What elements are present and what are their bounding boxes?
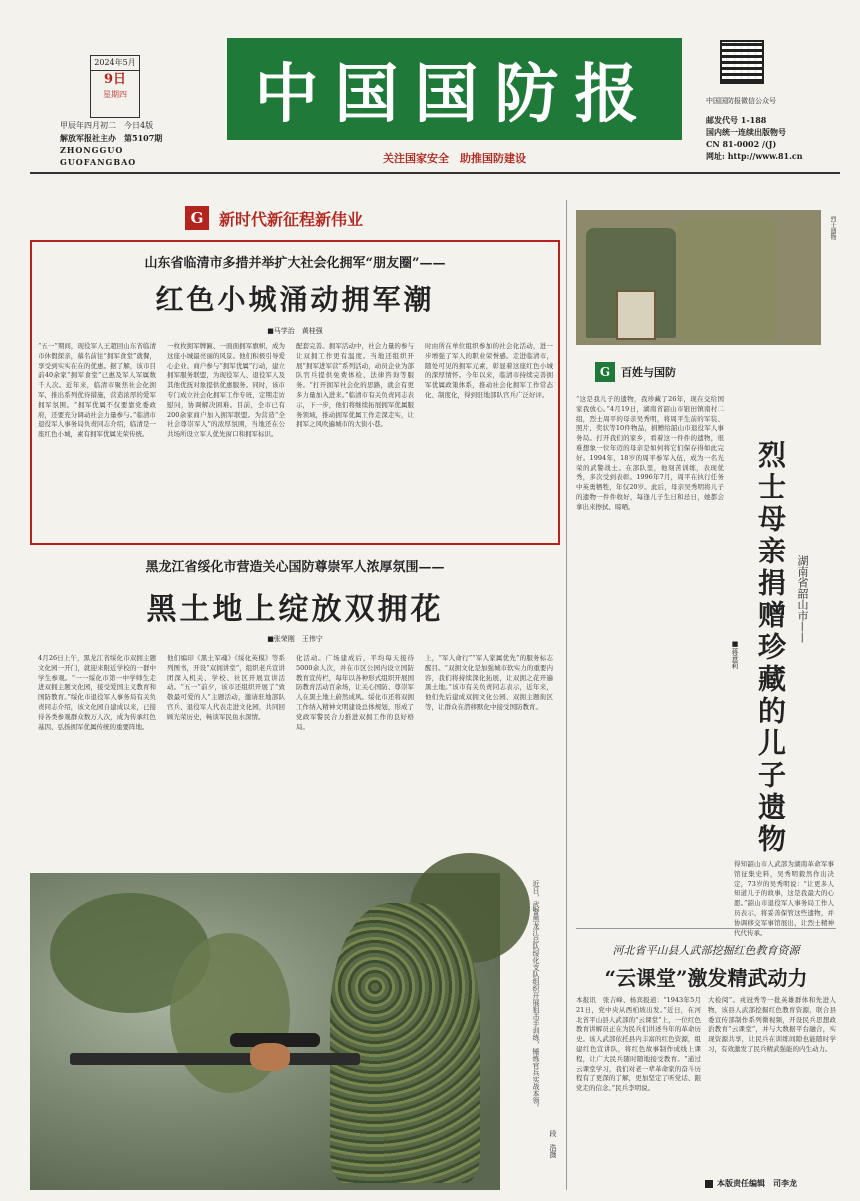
article3-col2: 大检阅”。戎冠秀等一批英雄群体和先进人物，该县人武部挖掘红色教育资源，联合县委宣传部制作系列微视频，开设民兵思想政治教育“云课堂”，并与大数据平台融合，实现资源共享，让民兵在训练间隙也能随时学习，有效激发了民兵精武强能的内生动力。: [708, 996, 836, 1053]
hand-shape: [250, 1043, 290, 1071]
rifle-shape: [70, 1053, 360, 1065]
article2-col3: 化活动。广场建成后，平均每天接待5000余人次，并在市区公园内设立国防教育宣传栏，每年以各种形式组织开展国防教育活动百余场，让关心国防、尊崇军人在黑土地上蔚然成风。绥化市还将双拥工作纳入精神文明建设总体规划，形成了党政军警民合力推进双拥工作的良好格局。: [296, 654, 414, 731]
soldier-ghillie-suit: [330, 903, 480, 1183]
article1-byline: ■马学治 黄桂强: [267, 327, 323, 335]
article-relics-subhead: 湖南省韶山市——: [796, 555, 809, 643]
masthead-left-info: [60, 120, 200, 168]
date-year-month: 2024年5月: [91, 56, 139, 71]
article3-headline: “云课堂”激发精武动力: [604, 966, 808, 990]
lunar-date: 甲辰年四月初二: [60, 121, 116, 130]
editor-text: 本版责任编辑 司李龙: [717, 1178, 797, 1188]
column-divider: [566, 200, 567, 1190]
website: 网址: http://www.81.cn: [706, 151, 803, 161]
cn-number-label: 国内统一连续出版物号: [706, 127, 786, 137]
sniper-training-photo: [30, 873, 500, 1190]
article1-col4: 时由所在单位组织参加的社会化活动，进一步增强了军人的职业荣誉感。走进临清市，随处可见的拥军元素，彰显着这座红色小城的深厚情怀。今年以来，临清市持续完善拥军优属政策体系，推动社会化拥军工作常态化、制度化，得到驻地部队官兵广泛好评。: [425, 342, 553, 399]
date-weekday: 星期四: [103, 90, 127, 99]
newspaper-logo: [227, 38, 682, 140]
slogan: 关注国家安全 助推国防建设: [383, 152, 526, 165]
relics-photo: [576, 210, 821, 345]
divider: [576, 928, 836, 929]
uniform-shape: [676, 220, 776, 340]
qr-code-icon: [720, 40, 764, 84]
section-label: 百姓与国防: [621, 366, 676, 379]
qr-caption: 中国国防报微信公众号: [706, 97, 776, 105]
article-relics-text2: 得知韶山市人武部为湖南革命军事馆征集史料，吴秀明毅然作出决定，73岁的吴秀明说：“让更多人知道儿子的故事，这是我最大的心愿。”韶山市退役军人事务局工作人员表示，将妥善保管这些遗物，并协调移交军事馆展出，让烈士精神代代传承。: [734, 860, 834, 937]
article2-headline: 黑土地上绽放双拥花: [146, 592, 444, 627]
section-badge: G: [185, 206, 209, 230]
page-count: 今日4版: [124, 121, 154, 130]
date-day: 9日: [103, 72, 127, 87]
section-banner: [185, 206, 420, 230]
article-relics-headline: 烈士母亲捐赠珍藏的儿子遗物: [754, 440, 787, 856]
article1-col2: 一枚枚拥军牌匾、一面面拥军旗帜，成为这座小城最亮丽的风景。他们积极引导爱心企业、商户参与“拥军优属”行动，建立拥军服务联盟，为现役军人、退役军人及其他优抚对象提供优惠服务。同时，该市专门成立社会化拥军工作专班，定期走访慰问，协调解决困难。目前，全市已有200余家商户加入拥军联盟。为营造“全社会尊崇军人”的浓厚氛围，当地还在公共场所设立军人优先窗口和拥军标识。: [167, 342, 285, 439]
editor-line: [705, 1178, 797, 1189]
section-banner-label: 新时代新征程新伟业: [219, 209, 364, 229]
article3-kicker: 河北省平山县人武部挖掘红色教育资源: [612, 944, 800, 957]
cn-number: CN 81-0002 /(J): [706, 139, 777, 149]
article2-col4: 上，“军人命行”“军人家属优先”的服务标志醒目。“双拥文化是加强城市软实力的重要内容，我们将持续深化拓展，让双拥之花开遍黑土地。”该市有关负责同志表示，近年来，他们先后建成双拥文化公园、双拥主题街区等，让群众在潜移默化中接受国防教育。: [425, 654, 553, 711]
pinyin-name: ZHONGGUO GUOFANGBAO: [60, 145, 137, 167]
logo-text: 中国国防报: [254, 57, 655, 132]
article1-col3: 配套完善。拥军活动中，社会力量的参与让双拥工作更有温度。当地还组织开展“拥军进军营”系列活动，动员企业为部队官兵提供免费体检、法律咨询等服务。“打开拥军社会化的思路，就会有更多力量加入进来。”临清市有关负责同志表示，下一步，他们将继续拓展拥军优属服务领域，推动拥军优属工作走深走实，让拥军之风吹遍城市的大街小巷。: [296, 342, 414, 429]
article-relics-text: “这是我儿子的遗物，我珍藏了26年，现在交给国家我放心。”4月19日，湖南省韶山市银田镇南村二组，烈士周平的母亲吴秀明，将周平生前的军装、照片、奖状等10件物品，捐赠给韶山市退役军人事务局。打开我们的家乡，看着这一件件的遗物，很难想象一位年迈的母亲是如何将它们保存得如此完好。1994年，18岁的周平参军入伍，成为一名光荣的武警战士。在部队里，他刻苦训练，表现优秀，多次受到表彰。1996年7月，周平在执行任务中英勇牺牲，年仅20岁。此后，母亲吴秀明将儿子的遗物一件件收好，每逢儿子生日和忌日，她都会拿出来擦拭、晾晒。: [576, 395, 724, 511]
portrait-frame-shape: [616, 290, 656, 340]
article1-kicker: 山东省临清市多措并举扩大社会化拥军“朋友圈”——: [144, 256, 446, 271]
photo-caption: 近日，武警黑龙江总队绥化支队组织开展狙击手训练，锤炼官兵实战本领。: [532, 880, 540, 1111]
article1-col1: “五一”期间，现役军人王超回山东省临清市休假探亲，慕名前往“拥军食堂”就餐，享受到实实在在的优惠。据了解，该市目前40余家“拥军食堂”已惠及军人军属数千人次。近年来，临清市聚焦社会化拥军，推出系列优待措施，营造浓厚的爱军拥军氛围。“拥军优属不仅要靠党委政府，还要充分调动社会力量参与。”临清市退役军人事务局负责同志介绍，临清是一座红色小城，素有拥军优属光荣传统。: [38, 342, 156, 439]
article2-byline: ■张荣刚 王伟宁: [267, 635, 323, 643]
section-baixing: [595, 362, 676, 382]
photo-credit: 段 浩摄: [549, 1130, 557, 1158]
relics-photo-caption: 烈士遗物: [829, 216, 836, 240]
masthead-right-info: [706, 96, 846, 163]
host: 解放军报社主办: [60, 133, 116, 143]
issue-number: 第5107期: [124, 133, 163, 143]
article1-headline: 红色小城涌动拥军潮: [155, 283, 435, 316]
article2-col1: 4月26日上午，黑龙江省绥化市双拥主题文化园一开门，就迎来附近学校的一群中学生参观。“一一绥化市第一中学师生走进双拥主题文化园，接受爱国主义教育和国防教育。”绥化市退役军人事务局有关负责同志介绍，该文化园自建成以来，已接待各类参观群众数万人次，成为传承红色基因、弘扬拥军优属传统的重要阵地。: [38, 654, 156, 731]
section-badge: G: [595, 362, 615, 382]
article2-col2: 他们编印《黑土军魂》《绥化英模》等系列图书，开设“双拥讲堂”，组织老兵宣讲团深入机关、学校、社区开展宣讲活动。“五一”前夕，该市还组织开展了“致敬最可爱的人”主题活动，邀请驻地部队官兵、退役军人代表走进文化园，共同回顾光荣历史，畅谈军民鱼水深情。: [167, 654, 285, 721]
postal-code: 邮发代号 1-188: [706, 115, 767, 125]
date-box: [90, 55, 140, 118]
article-relics-byline: ■蒋意莉: [731, 640, 739, 669]
article3-col1: 本报讯 张吉峰、杨宾报道：“1943年5月21日，党中央从西柏坡出发。”近日，在河北省平山县人武部的“云课堂”上，一位红色教育讲解员正在为民兵们讲述当年的革命历史。该人武部依托县内丰富的红色资源，组建红色宣讲队，将红色故事制作成线上课程，让广大民兵随时随地接受教育。“通过云课堂学习，我们对老一辈革命家的奋斗历程有了更深的了解，更加坚定了听党话、跟党走的信念。”民兵李明说。: [576, 996, 701, 1093]
square-icon: [705, 1180, 713, 1188]
article2-kicker: 黑龙江省绥化市营造关心国防尊崇军人浓厚氛围——: [145, 560, 445, 575]
masthead-divider: [30, 172, 840, 174]
